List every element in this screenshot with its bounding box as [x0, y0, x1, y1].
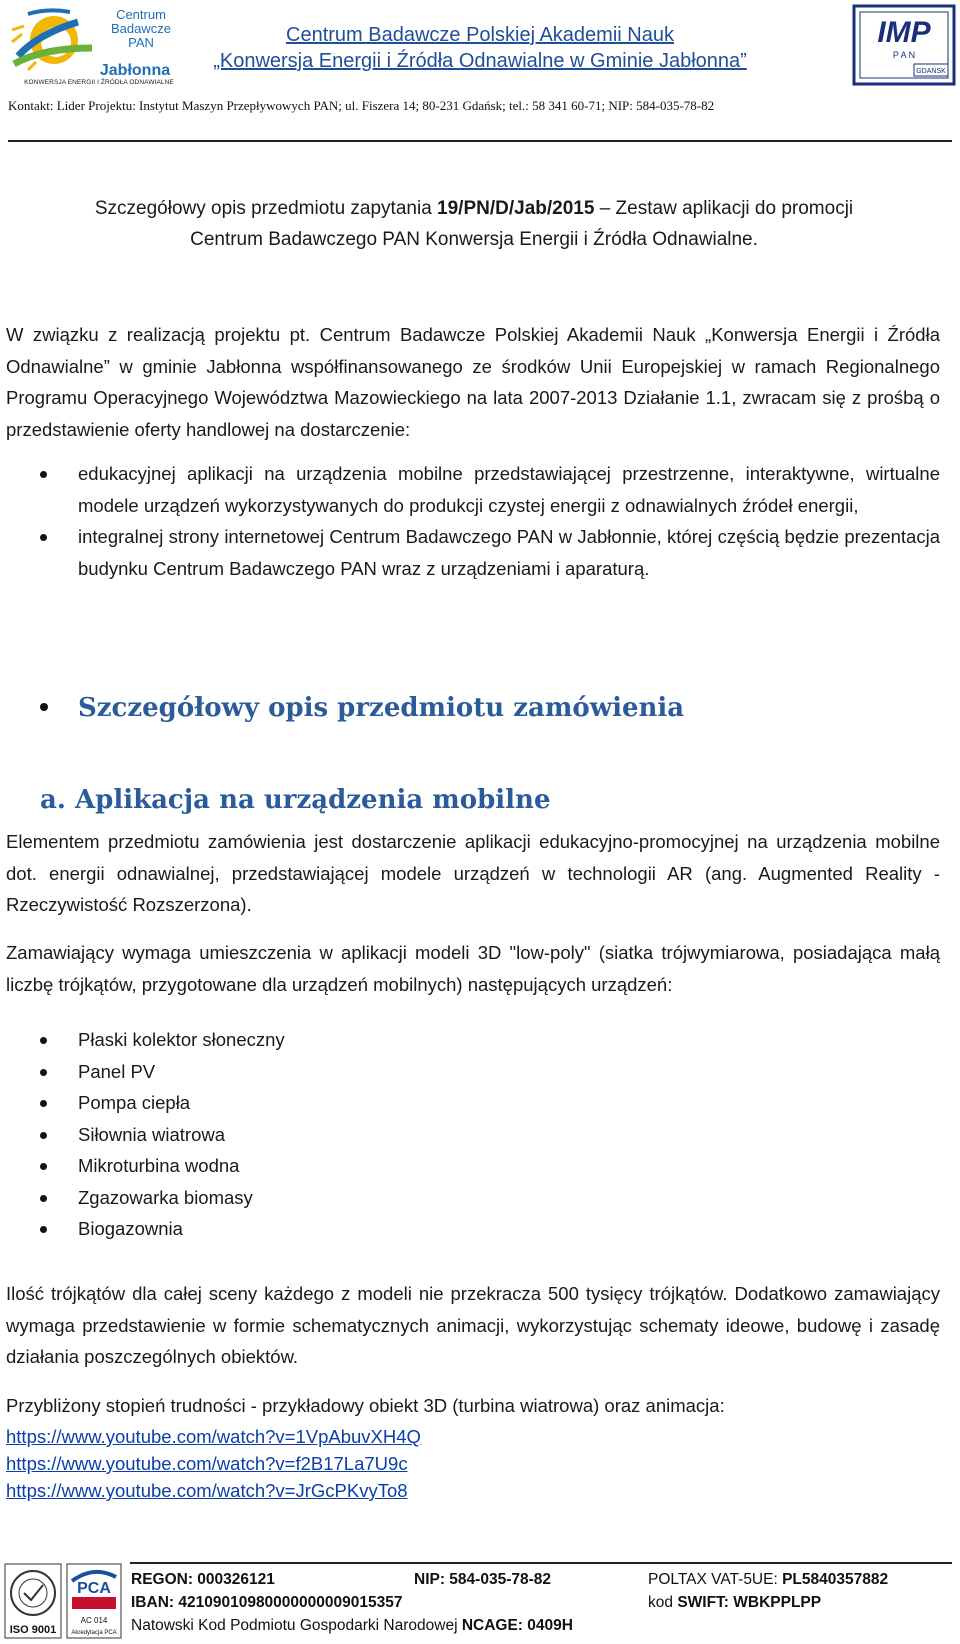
section-heading: [40, 693, 684, 723]
logo-line-2: Badawcze: [111, 21, 171, 36]
intro-bullet-list: [40, 458, 940, 584]
iban-value: IBAN: 42109010980000000009015357: [131, 1594, 403, 1611]
device-item-text: Mikroturbina wodna: [78, 1155, 240, 1176]
header-divider: [8, 140, 952, 142]
pca-accreditation-icon: [66, 1563, 122, 1639]
sun-logo-icon: [8, 4, 98, 76]
subsection-text: Aplikacja na urządzenia mobilne: [74, 785, 551, 815]
title-prefix: Szczegółowy opis przedmiotu zapytania: [94, 198, 438, 219]
swift-value: SWIFT: WBKPPLPP: [677, 1594, 822, 1611]
pca-logo: [66, 1563, 122, 1639]
footer-iban: [131, 1591, 403, 1614]
centrum-badawcze-logo: [8, 4, 178, 88]
device-item-text: Płaski kolektor słoneczny: [78, 1029, 285, 1050]
bullet-icon: [40, 1100, 47, 1107]
device-list: [40, 1024, 940, 1245]
tender-code: 19/PN/D/Jab/2015: [437, 198, 595, 219]
bullet-icon: [40, 1226, 47, 1233]
list-item: [40, 521, 940, 584]
youtube-link-1[interactable]: https://www.youtube.com/watch?v=1VpAbuvXH4Q: [6, 1426, 421, 1447]
poltax-value: PL5840357882: [782, 1571, 889, 1588]
footer-poltax: [648, 1568, 888, 1591]
youtube-link-2[interactable]: https://www.youtube.com/watch?v=f2B17La7U9c: [6, 1453, 408, 1474]
footer-regon: [131, 1568, 275, 1591]
imp-logo-sub: P A N: [892, 50, 916, 60]
list-item: [40, 1119, 940, 1151]
device-item-text: Siłownia wiatrowa: [78, 1123, 226, 1145]
list-item: [40, 1087, 940, 1119]
bullet-icon: [40, 1037, 47, 1044]
bullet-icon: [40, 471, 47, 478]
list-item: [40, 458, 940, 521]
pca-caption: Akredytacja PCA: [71, 1630, 117, 1636]
device-item-text: Zgazowarka biomasy: [78, 1186, 253, 1208]
nip-value: NIP: 584-035-78-82: [414, 1571, 551, 1588]
certification-seal-icon: [4, 1563, 62, 1639]
list-item: [40, 1213, 940, 1245]
bullet-icon: [40, 1069, 47, 1076]
list-item-text: edukacyjnej aplikacji na urządzenia mobilne przedstawiającej przestrzenne, interaktywne, wirtualne modele urządzeń wykorzystywanych do produkcji czystej energii z odnawialnych źródeł energii,: [78, 463, 940, 516]
paragraph-triangles: Ilość trójkątów dla całej sceny każdego z modeli nie przekracza 500 tysięcy trójkątów. Dodatkowo zamawiający wymaga przedstawienie w formie schematycznych animacji, wykorzystując schematy ideowe, budowę i zasadę działania poszczególnych obiektów.: [6, 1283, 940, 1367]
bullet-icon: [40, 703, 48, 711]
intro-paragraph: W związku z realizacją projektu pt. Centrum Badawcze Polskiej Akademii Nauk „Konwersja Energii i Źródła Odnawialne” w gminie Jabłonna współfinansowanego ze środków Unii Europejskiej w ramach Regionalnego Programu Operacyjnego Województwa Mazowieckiego na lata 2007-2013 Działanie 1.1, zwracam się z prośbą o przedstawienie oferty handlowej na dostarczenie:: [6, 324, 940, 440]
header-contact: Kontakt: Lider Projektu: Instytut Maszyn Przepływowych PAN; ul. Fiszera 14; 80-231 Gdańsk; tel.: 58 341 60-71; NIP: 584-035-78-82: [8, 98, 715, 113]
swift-label: kod: [648, 1594, 678, 1611]
list-item: [40, 1150, 940, 1182]
list-item-text: integralnej strony internetowej Centrum Badawczego PAN w Jabłonnie, której częścią będzie prezentacja budynku Centrum Badawczego PAN wraz z urządzeniami i aparaturą.: [78, 526, 940, 579]
footer-swift: [648, 1591, 821, 1614]
bullet-icon: [40, 534, 47, 541]
iso-label: ISO 9001: [9, 1624, 57, 1636]
device-item-text: Panel PV: [78, 1060, 156, 1082]
device-item-text: Pompa ciepła: [78, 1092, 191, 1113]
logo-brand: Jabłonna: [99, 62, 171, 79]
document-title: [6, 193, 942, 255]
device-item-text: Biogazownia: [78, 1218, 183, 1239]
example-links: [6, 1423, 940, 1504]
bullet-icon: [40, 1163, 47, 1170]
pca-name: PCA: [77, 1580, 111, 1597]
header-title: [185, 22, 775, 74]
ncage-value: NCAGE: 0409H: [461, 1617, 573, 1634]
document-title-line-2: Centrum Badawczego PAN Konwersja Energii i Źródła Odnawialne.: [190, 229, 758, 250]
header-title-line-2: „Konwersja Energii i Źródła Odnawialne w Gminie Jabłonna”: [213, 50, 747, 72]
bullet-icon: [40, 1195, 47, 1202]
iso-9001-logo: [4, 1563, 62, 1639]
section-heading-text: Szczegółowy opis przedmiotu zamówienia: [78, 693, 685, 723]
imp-pan-logo: [852, 4, 956, 86]
paragraph-requirements: Zamawiający wymaga umieszczenia w aplikacji modeli 3D "low-poly" (siatka trójwymiarowa, posiadająca małą liczbę trójkątów, przygotowane dla urządzeń mobilnych) następujących urządzeń:: [6, 942, 940, 995]
list-item: [40, 1182, 940, 1214]
poltax-label: POLTAX VAT-5UE:: [648, 1571, 783, 1588]
list-item: [40, 1056, 940, 1088]
paragraph-description: Elementem przedmiotu zamówienia jest dostarczenie aplikacji edukacyjno-promocyjnej na urządzenia mobilne dot. energii odnawialnej, przedstawiającej modele urządzeń w technologii AR (ang. Augmented Reality - Rzeczywistość Rozszerzona).: [6, 831, 940, 915]
youtube-link-3[interactable]: https://www.youtube.com/watch?v=JrGcPKvyTo8: [6, 1480, 408, 1501]
bullet-icon: [40, 1132, 47, 1139]
footer-divider: [130, 1562, 952, 1564]
subsection-letter: a.: [40, 785, 66, 815]
header-title-line-1: Centrum Badawcze Polskiej Akademii Nauk: [286, 24, 674, 46]
logo-subtitle: KONWERSJA ENERGII I ŹRÓDŁA ODNAWIALNE: [24, 79, 174, 86]
title-suffix: – Zestaw aplikacji do promocji: [594, 198, 854, 219]
imp-logo-name: IMP: [877, 16, 931, 49]
logo-line-1: Centrum: [116, 7, 166, 22]
pca-code: AC 014: [80, 1616, 108, 1625]
footer-ncage: [131, 1614, 573, 1637]
imp-logo-city: GDAŃSK: [916, 68, 946, 75]
logo-line-3: PAN: [128, 35, 154, 50]
imp-logo-icon: [852, 4, 956, 86]
ncage-label: Natowski Kod Podmiotu Gospodarki Narodowej: [131, 1617, 462, 1634]
list-item: [40, 1024, 940, 1056]
regon-value: REGON: 000326121: [131, 1571, 275, 1588]
paragraph-difficulty: Przybliżony stopień trudności - przykładowy obiekt 3D (turbina wiatrowa) oraz animacja:: [6, 1395, 725, 1416]
subsection-heading: [40, 785, 550, 815]
footer-nip: [414, 1568, 551, 1591]
document-title-line-1: [6, 193, 942, 224]
logo-text: [96, 8, 186, 50]
